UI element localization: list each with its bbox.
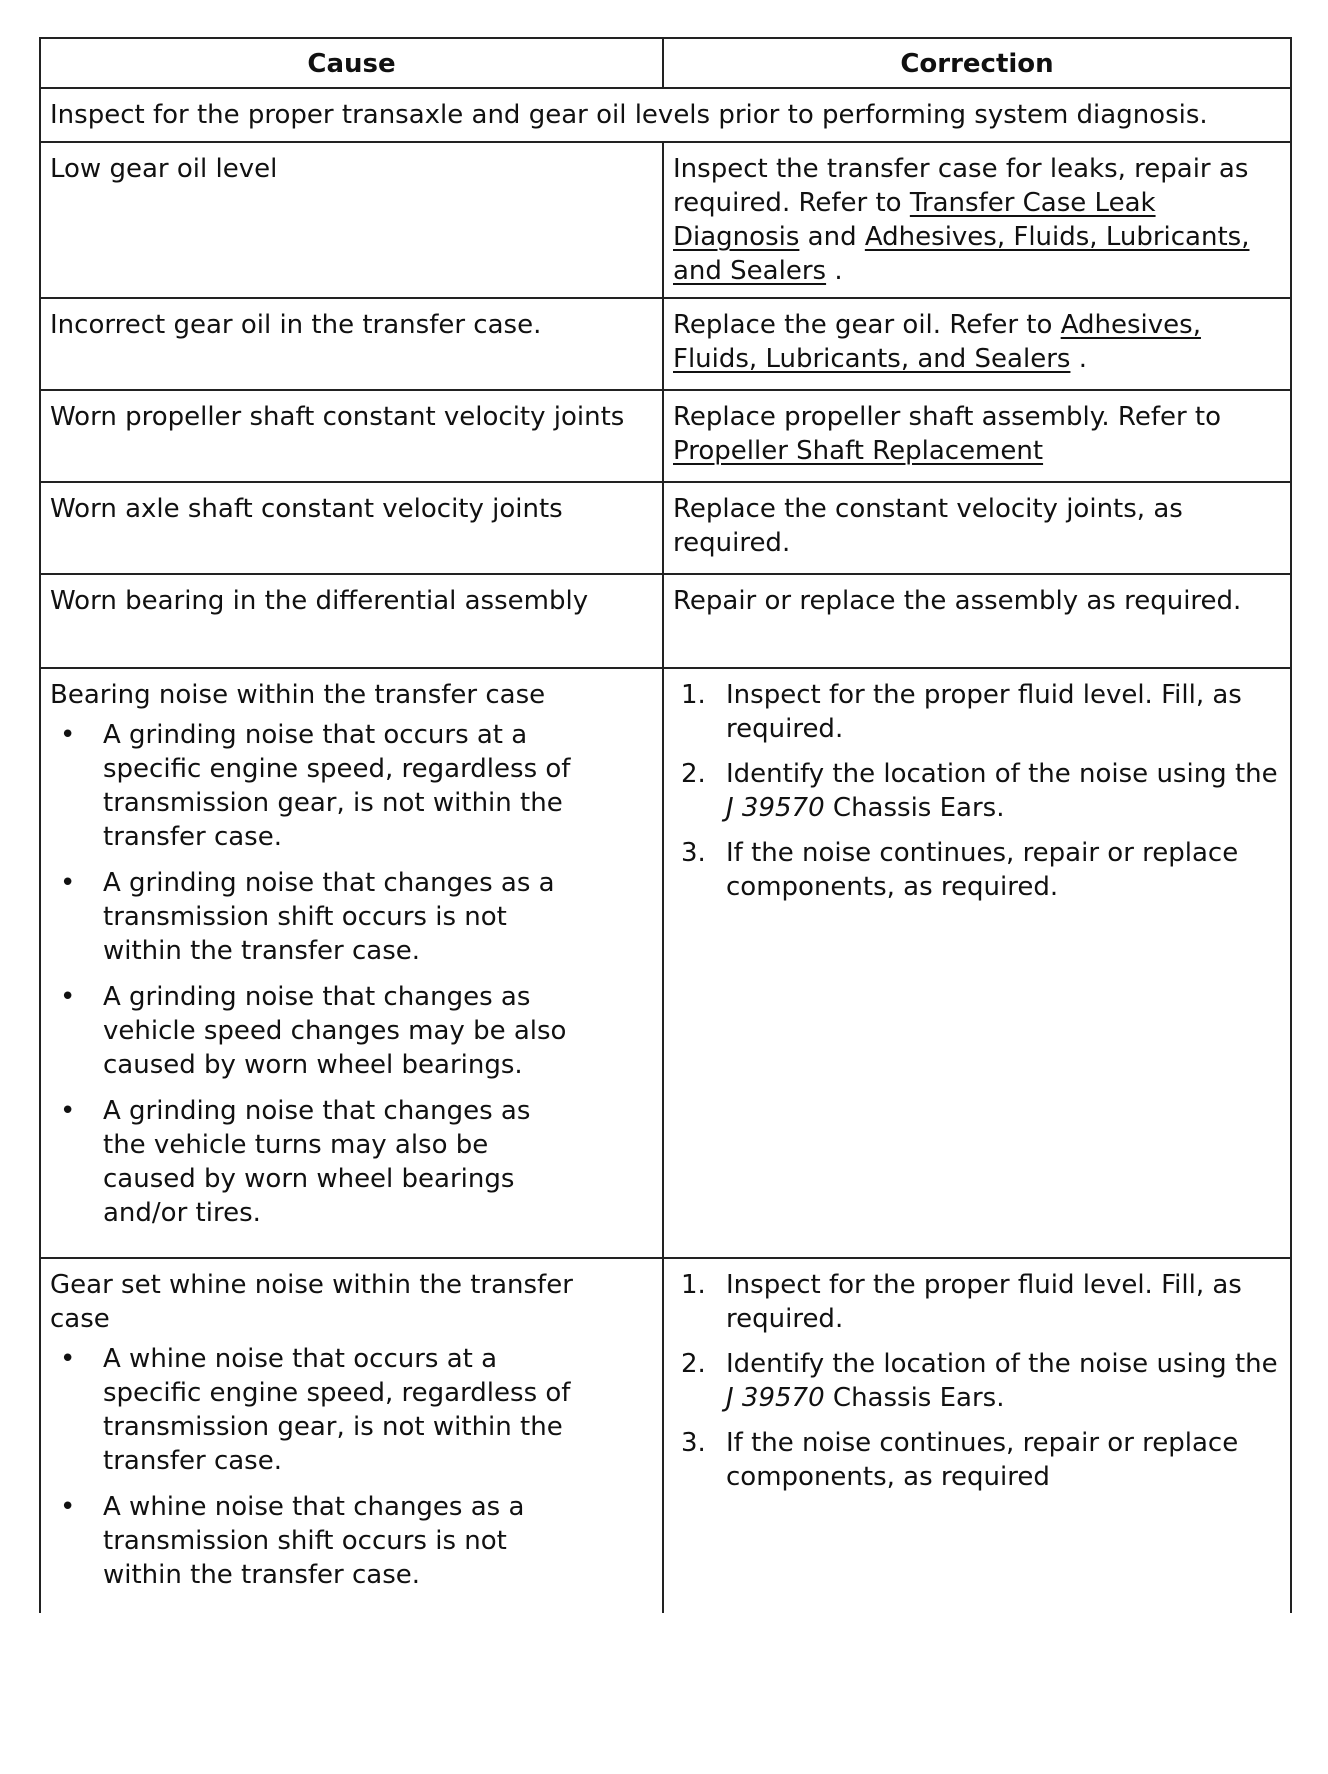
table-row (40, 142, 1291, 298)
bullet-icon: • (60, 1344, 76, 1374)
correction-cell (663, 142, 1291, 298)
cause-title: Gear set whine noise within the transfer case (50, 1270, 573, 1334)
cause-header: Cause (40, 38, 663, 88)
list-item (673, 1347, 1281, 1415)
bullet-text: A whine noise that occurs at a specific engine speed, regardless of transmission gear, is not within the transfer case. (103, 1344, 571, 1476)
list-item (50, 1094, 580, 1230)
correction-text: Replace the gear oil. Refer to (673, 310, 1061, 340)
list-item (673, 1268, 1281, 1336)
bullet-icon: • (60, 1096, 76, 1126)
intro-note: Inspect for the proper transaxle and gear oil levels prior to performing system diagnosis. (40, 88, 1291, 142)
cause-cell (40, 668, 663, 1258)
list-item (673, 1426, 1281, 1494)
link-propeller-shaft-replacement[interactable]: Propeller Shaft Replacement (673, 436, 1044, 466)
bullet-icon: • (60, 868, 76, 898)
cause-bullet-list (50, 718, 580, 1230)
table-row (40, 668, 1291, 1258)
bullet-icon: • (60, 720, 76, 750)
step-number: 2. (681, 759, 706, 789)
step-text: If the noise continues, repair or replace components, as required (726, 1428, 1239, 1492)
header-row (40, 38, 1291, 88)
list-item (50, 866, 580, 968)
step-text: Inspect for the proper fluid level. Fill, as required. (726, 1270, 1242, 1334)
table-row (40, 1258, 1291, 1613)
bullet-icon: • (60, 1492, 76, 1522)
correction-text: . (1070, 344, 1087, 374)
correction-text: . (826, 256, 843, 286)
correction-cell (663, 298, 1291, 390)
bullet-text: A grinding noise that changes as vehicle speed changes may be also caused by worn wheel bearings. (103, 982, 567, 1080)
cause-cell: Low gear oil level (40, 142, 663, 298)
correction-text: Inspect the transfer case for leaks, repair as required. Refer to (673, 154, 1249, 218)
table-row (40, 482, 1291, 574)
correction-cell: Repair or replace the assembly as required. (663, 574, 1291, 668)
intro-row (40, 88, 1291, 142)
step-number: 3. (681, 838, 706, 868)
bullet-icon: • (60, 982, 76, 1012)
cause-cell (40, 1258, 663, 1613)
step-text: Chassis Ears. (824, 793, 1005, 823)
correction-cell (663, 668, 1291, 1258)
step-text: Inspect for the proper fluid level. Fill, as required. (726, 680, 1242, 744)
step-text: If the noise continues, repair or replace components, as required. (726, 838, 1239, 902)
document-page (39, 37, 1290, 1613)
link-adhesives-fluids-lubricants-sealers[interactable]: Adhesives, Fluids, Lubricants, and Sealers (673, 310, 1201, 374)
correction-text: Replace propeller shaft assembly. Refer to (673, 402, 1222, 432)
bullet-text: A grinding noise that occurs at a specific engine speed, regardless of transmission gear, is not within the transfer case. (103, 720, 571, 852)
cause-cell: Worn axle shaft constant velocity joints (40, 482, 663, 574)
list-item (50, 1342, 580, 1478)
table-row (40, 298, 1291, 390)
diagnosis-table (39, 37, 1292, 1613)
step-number: 3. (681, 1428, 706, 1458)
correction-cell (663, 1258, 1291, 1613)
step-number: 2. (681, 1349, 706, 1379)
link-adhesives-fluids-lubricants-sealers[interactable]: Adhesives, Fluids, Lubricants, and Sealers (673, 222, 1250, 286)
cause-title: Bearing noise within the transfer case (50, 680, 546, 710)
cause-cell: Incorrect gear oil in the transfer case. (40, 298, 663, 390)
list-item (50, 718, 580, 854)
correction-cell (663, 390, 1291, 482)
link-transfer-case-leak-diagnosis[interactable]: Transfer Case Leak Diagnosis (673, 188, 1156, 252)
bullet-text: A grinding noise that changes as a transmission shift occurs is not within the transfer case. (103, 868, 555, 966)
list-item (673, 757, 1281, 825)
cause-cell: Worn bearing in the differential assembly (40, 574, 663, 668)
table-row (40, 390, 1291, 482)
list-item (673, 836, 1281, 904)
step-number: 1. (681, 1270, 706, 1300)
tool-number: J 39570 (726, 793, 825, 823)
list-item (673, 678, 1281, 746)
step-text: Identify the location of the noise using the (726, 1349, 1278, 1379)
step-number: 1. (681, 680, 706, 710)
correction-header: Correction (663, 38, 1291, 88)
correction-cell: Replace the constant velocity joints, as required. (663, 482, 1291, 574)
correction-steps (673, 678, 1281, 904)
step-text: Chassis Ears. (824, 1383, 1005, 1413)
list-item (50, 1490, 580, 1592)
bullet-text: A grinding noise that changes as the vehicle turns may also be caused by worn wheel bearings and/or tires. (103, 1096, 531, 1228)
list-item (50, 980, 580, 1082)
cause-bullet-list (50, 1342, 580, 1592)
bullet-text: A whine noise that changes as a transmission shift occurs is not within the transfer case. (103, 1492, 525, 1590)
correction-steps (673, 1268, 1281, 1494)
table-row (40, 574, 1291, 668)
tool-number: J 39570 (726, 1383, 825, 1413)
correction-text: and (799, 222, 865, 252)
step-text: Identify the location of the noise using the (726, 759, 1278, 789)
cause-cell: Worn propeller shaft constant velocity joints (40, 390, 663, 482)
